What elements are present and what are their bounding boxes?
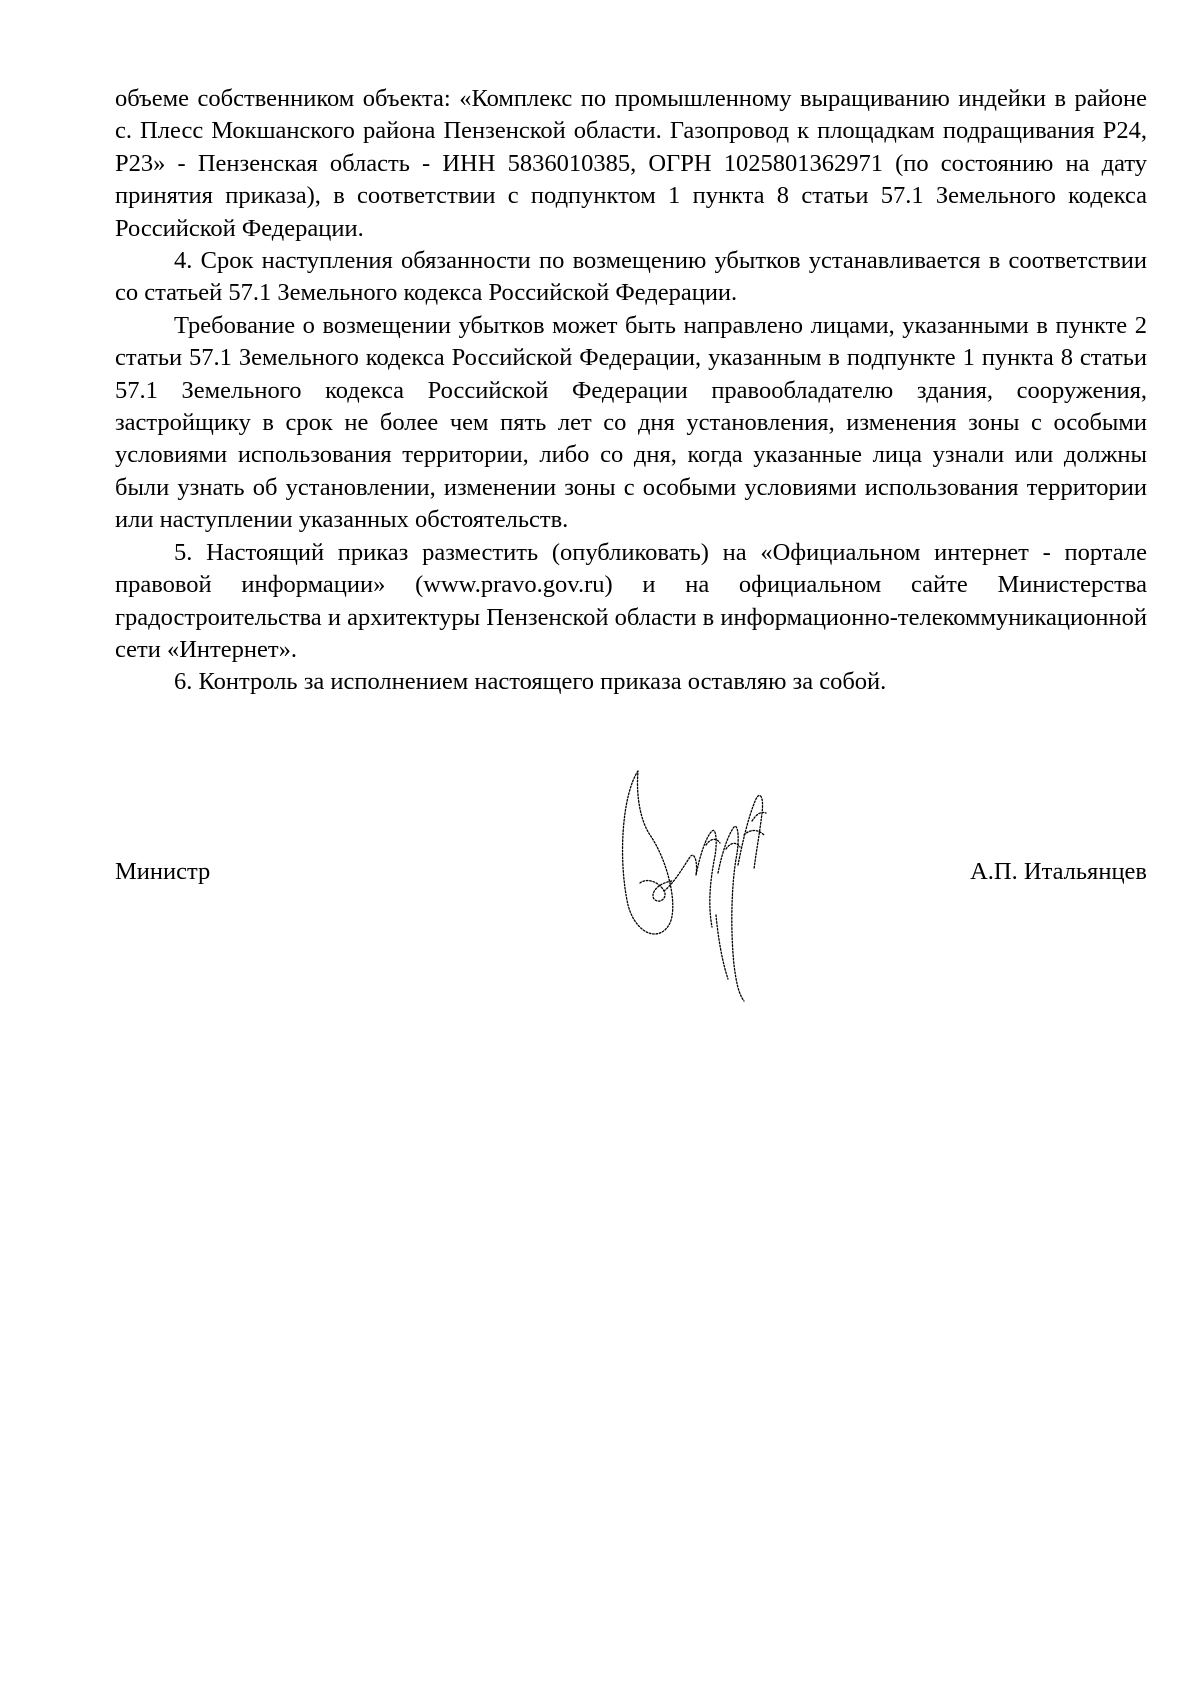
- paragraph-continuation: объеме собственником объекта: «Комплекс по промышленному выращиванию индейки в районе с. Плесс Мокшанского района Пензенской области. Газопровод к площадкам подращивания Р24, Р23» - Пензенская область - ИНН 5836010385, ОГРН 1025801362971 (по состоянию на дату принятия приказа), в соответствии с подпунктом 1 пункта 8 статьи 57.1 Земельного кодекса Российской Федерации.: [115, 85, 1147, 242]
- paragraph-item-4: 4. Срок наступления обязанности по возмещению убытков устанавливается в соответствии со статьей 57.1 Земельного кодекса Российской Федерации.: [115, 247, 1147, 307]
- handwritten-signature-icon: [620, 765, 800, 1005]
- document-body: [115, 83, 1147, 699]
- paragraph-item-5: 5. Настоящий приказ разместить (опубликовать) на «Официальном интернет - портале правовой информации» (www.pravo.gov.ru) и на официальном сайте Министерства градостроительства и архитектуры Пензенской области в информационно-телекоммуникационной сети «Интернет».: [115, 538, 1147, 663]
- paragraph-item-6: 6. Контроль за исполнением настоящего приказа оставляю за собой.: [174, 668, 887, 696]
- signatory-title: Министр: [115, 858, 211, 885]
- paragraph-compensation-claim: Требование о возмещении убытков может быть направлено лицами, указанными в пункте 2 статьи 57.1 Земельного кодекса Российской Федерации, указанным в подпункте 1 пункта 8 статьи 57.1 Земельного кодекса Российской Федерации правообладателю здания, сооружения, застройщику в срок не более чем пять лет со дня установления, изменения зоны с особыми условиями использования территории, либо со дня, когда указанные лица узнали или должны были узнать об установлении, изменении зоны с особыми условиями использования территории или наступлении указанных обстоятельств.: [115, 311, 1147, 534]
- signatory-name: А.П. Итальянцев: [970, 858, 1147, 885]
